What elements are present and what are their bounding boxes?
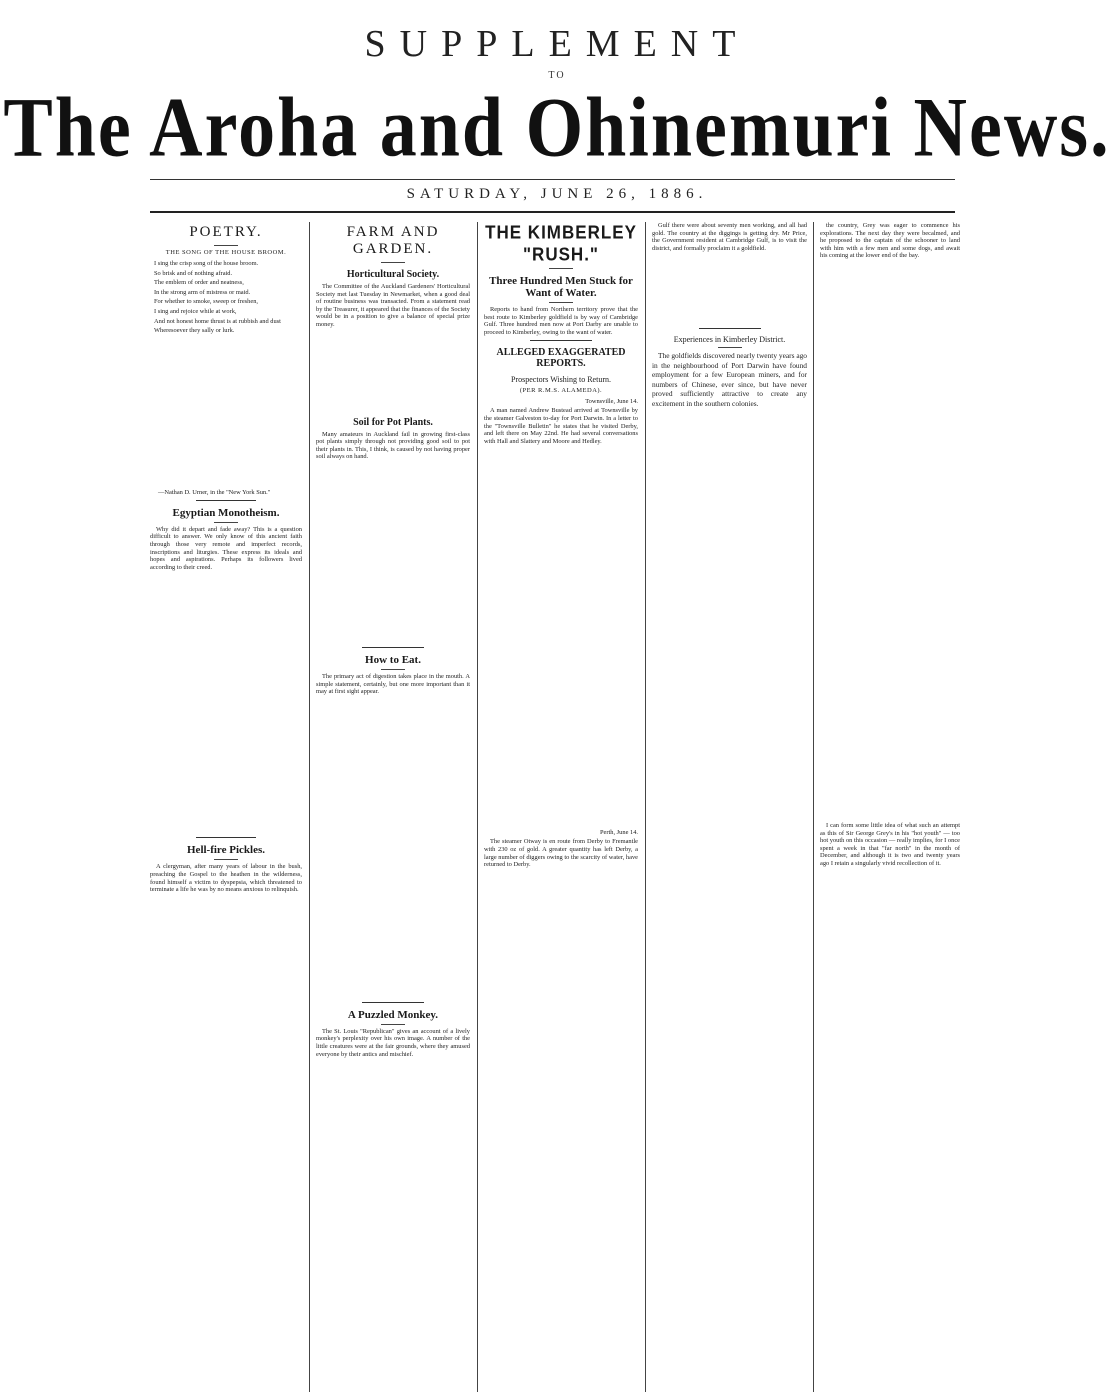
section-heading-poetry: POETRY.: [189, 224, 263, 240]
supplement-to: TO: [548, 70, 566, 81]
article-body-bustead: A man named Andrew Bustead arrived at Townsville by the steamer Galveston to-day for Port Darwin. In a letter to the "Townsville Bulletin" he states that he visited Derby, and left there on May 22nd. He had several conversations with Hall and Slattery and Moore and Hedley.: [484, 407, 638, 445]
separator: [214, 859, 238, 860]
article-body-egyptian: Why did it depart and fade away? This is a question difficult to answer. We only know of this ancient faith through those very remote and imperfect records, inscriptions and liturgies. These express its ideals and hopes and aspirations. Perhaps its followers lived according to their creed.: [150, 525, 302, 571]
poem-line: So brisk and of nothing afraid.: [154, 269, 233, 277]
separator: [196, 500, 257, 501]
article-body-experiences: The goldfields discovered nearly twenty years ago in the neighbourhood of Port Darwin have found employment for a few European miners, and for numbers of Chinese, ever since, but have never proved sufficiently attractive to create any excitement in the southern colonies.: [652, 351, 807, 408]
article-heading-pickles: Hell-fire Pickles.: [187, 844, 265, 857]
article-heading-egyptian: Egyptian Monotheism.: [172, 506, 280, 519]
article-continued: [316, 331, 470, 411]
poem-title: THE SONG OF THE HOUSE BROOM.: [165, 249, 287, 256]
rule-top: [150, 179, 955, 180]
column-divider: [813, 222, 814, 1392]
separator: [699, 328, 761, 329]
poem-attribution: —Nathan D. Urner, in the "New York Sun.": [158, 488, 271, 496]
article-body-horticultural: The Committee of the Auckland Gardeners' Horticultural Society met last Tuesday in Newmarket, when a good deal of routine business was transacted. From a statement read by the Treasurer, it appeared that the finances of the Society would be in a position to give a balance of special prize money.: [316, 283, 470, 328]
separator: [381, 1024, 405, 1025]
poem-line: I sing the crisp song of the house broom.: [154, 260, 259, 267]
article-heading-experiences: Experiences in Kimberley District.: [673, 335, 786, 345]
separator: [214, 245, 238, 246]
article-body-soil: Many amateurs in Auckland fail in growing first-class pot plants simply through not providing good soil to pot their plants in. This, I think, is caused by not having proper soil always on hand.: [316, 430, 470, 461]
column-divider: [309, 222, 310, 1392]
separator: [718, 347, 742, 348]
supplement-heading: SUPPLEMENT: [364, 23, 750, 65]
separator: [196, 837, 257, 838]
separator: [381, 669, 405, 670]
article-heading-three-hundred: Three Hundred Men Stuck for Want of Water.: [489, 275, 633, 299]
article-heading-eat: How to Eat.: [365, 653, 421, 666]
article-continued: [820, 262, 960, 822]
poem-line: In the strong arm of mistress or maid.: [154, 288, 251, 296]
article-heading-monkey: A Puzzled Monkey.: [347, 1008, 439, 1021]
newspaper-title: The Aroha and Ohinemuri News.: [3, 80, 1111, 176]
article-continued: [484, 447, 638, 827]
article-body-pickles: A clergyman, after many years of labour in the bush, preaching the Gospel to the heathen in the wilderness, found himself a victim to dyspepsia, which threatened to terminate a life he was by no means anxious to relinquish.: [150, 863, 302, 894]
article-continued: [150, 573, 302, 833]
article-body-three-hundred: Reports to hand from Northern territory prove that the best route to Kimberley goldfield is by way of Cambridge Gulf. Three hundred men now at Port Darby are unable to proceed to Kimberley, owing to the want of water.: [484, 306, 638, 336]
column-divider: [477, 222, 478, 1392]
separator: [549, 302, 573, 303]
article-heading-horticultural: Horticultural Society.: [346, 269, 440, 280]
article-dateline: Townsville, June 14.: [585, 398, 638, 406]
article-body-otway: The steamer Otway is en route from Derby to Fremantle with 230 oz of gold. A greater quantity has left Derby, a large number of diggers owing to the scarcity of water, have returned to Derby.: [484, 838, 638, 869]
separator: [530, 340, 592, 341]
column-kimberley: [484, 222, 638, 1392]
article-body-gulf: Gulf there were about seventy men working, and all had gold. The country at the diggings is getting dry. Mr Price, the Government resident at Cambridge Gulf, is to visit the district, and formally proclaim it a goldfield.: [652, 222, 807, 252]
column-grey-explorations: [820, 222, 960, 1392]
article-subheading-prospectors: Prospectors Wishing to Return.: [511, 375, 611, 385]
poem-body: [150, 260, 302, 487]
columns: [150, 222, 960, 1392]
column-kimberley-continued: [652, 222, 807, 1392]
article-heading-soil: Soil for Pot Plants.: [353, 416, 433, 428]
separator: [381, 262, 405, 263]
section-heading-farm: FARM AND GARDEN.: [346, 224, 440, 257]
poem-line: I sing and rejoice while at work,: [154, 307, 237, 315]
poem-line: And not honest home thrust is at rubbish and dust: [154, 317, 281, 325]
article-continued: [316, 463, 470, 643]
poem-line: For whether to smoke, sweep or freshen,: [154, 298, 258, 306]
poem-line: Wheresoever they sally or lurk.: [154, 327, 235, 335]
separator: [214, 522, 238, 523]
article-dateline: Perth, June 14.: [600, 829, 638, 837]
poem-line: The emblem of order and neatness,: [154, 279, 244, 287]
column-poetry: [150, 222, 302, 1392]
column-farm-garden: [316, 222, 470, 1392]
article-heading-exaggerated: ALLEGED EXAGGERATED REPORTS.: [496, 347, 626, 370]
article-body-recollection: I can form some little idea of what such an attempt as this of Sir George Grey's in his "hot youth" — too hot youth on this occasion — really implies, for I once spent a week in that "far north" in the month of December, and although it is two and twenty years ago I retain a singularly vivid recollection of it.: [820, 821, 960, 867]
article-body-grey: the country, Grey was eager to commence his explorations. The next day they were becalmed, and he proposed to the captain of the schooner to land with him with a few men and some dogs, and await his coming at the lower end of the bay.: [820, 222, 960, 260]
article-continued: [652, 254, 807, 324]
rule-bottom: [150, 211, 955, 213]
separator: [362, 1002, 424, 1003]
masthead: [0, 0, 1114, 220]
section-heading-kimberley: THE KIMBERLEY "RUSH.": [485, 222, 637, 265]
separator: [362, 647, 424, 648]
column-divider: [645, 222, 646, 1392]
article-source: (PER R.M.S. ALAMEDA).: [519, 387, 603, 395]
separator: [549, 268, 573, 269]
article-body-eat: The primary act of digestion takes place in the mouth. A simple statement, certainly, but one more important than it may at first sight appear.: [316, 672, 470, 696]
article-continued: [316, 698, 470, 998]
issue-date: SATURDAY, JUNE 26, 1886.: [406, 186, 708, 202]
poem-continued: [150, 337, 302, 487]
article-body-monkey: The St. Louis "Republican" gives an account of a lively monkey's perplexity over his own image. A number of the little creatures were at the fair grounds, where they amused everyone by their antics and mischief.: [316, 1027, 470, 1058]
